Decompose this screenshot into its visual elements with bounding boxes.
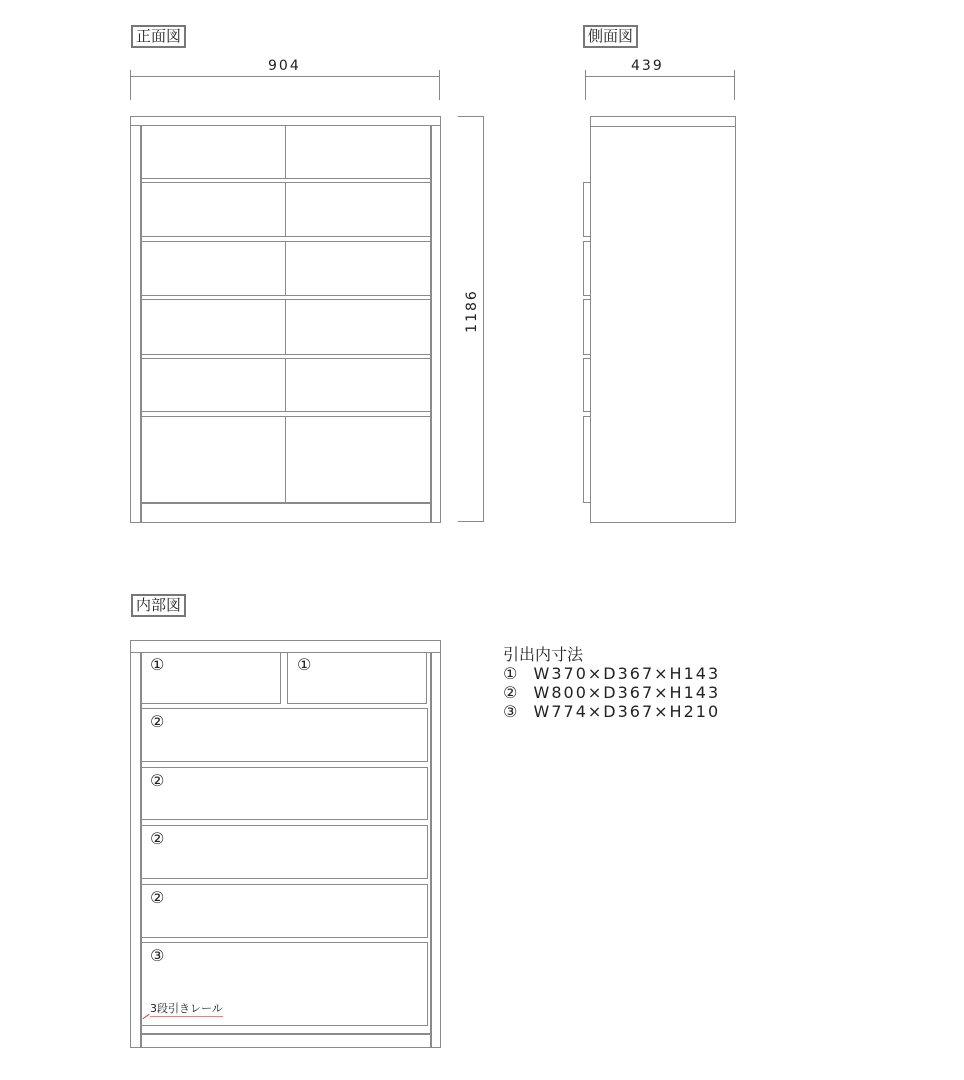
drawer-front <box>285 241 431 296</box>
height-dimension-line <box>483 116 484 522</box>
legend-size: W774×D367×H210 <box>533 702 721 721</box>
drawer-mark: ① <box>150 655 165 674</box>
depth-dimension: 439 <box>631 58 664 74</box>
dim-tick <box>439 70 440 100</box>
dim-tick <box>585 70 586 100</box>
dim-tick <box>130 70 131 100</box>
dim-tick <box>458 521 484 522</box>
legend-size: W800×D367×H143 <box>533 683 721 702</box>
drawer-mark: ② <box>150 888 165 907</box>
drawer-front <box>285 416 431 503</box>
legend-size: W370×D367×H143 <box>533 664 721 683</box>
drawer-dimensions-legend <box>503 645 720 721</box>
legend-item <box>503 702 720 721</box>
legend-item <box>503 664 720 683</box>
legend-mark: ① <box>503 664 520 683</box>
drawer-front <box>285 125 431 179</box>
drawer-front <box>140 125 286 179</box>
drawer-mark: ② <box>150 771 165 790</box>
side-view-title: 側面図 <box>583 25 638 48</box>
drawer-mark: ① <box>297 655 312 674</box>
drawer-front <box>285 182 431 237</box>
height-dimension: 1186 <box>463 289 480 333</box>
front-view-title: 正面図 <box>131 25 186 48</box>
legend-mark: ② <box>503 683 520 702</box>
interior-view-title: 内部図 <box>131 594 186 617</box>
drawer-front <box>285 299 431 355</box>
width-dimension-line <box>130 76 440 77</box>
legend-mark: ③ <box>503 702 520 721</box>
rail-note: 3段引きレール <box>150 1002 223 1015</box>
drawer-front <box>285 358 431 412</box>
dim-tick <box>734 70 735 100</box>
drawer-front <box>140 299 286 355</box>
drawer-front <box>140 416 286 503</box>
depth-dimension-line <box>585 76 735 77</box>
drawer-front <box>140 182 286 237</box>
drawer-mark: ② <box>150 712 165 731</box>
dim-tick <box>458 116 484 117</box>
drawer-mark: ③ <box>150 946 165 965</box>
legend-heading: 引出内寸法 <box>503 645 584 664</box>
width-dimension: 904 <box>268 58 301 74</box>
legend-item <box>503 683 720 702</box>
drawer-mark: ② <box>150 829 165 848</box>
drawer-front <box>140 241 286 296</box>
drawer-front <box>140 358 286 412</box>
